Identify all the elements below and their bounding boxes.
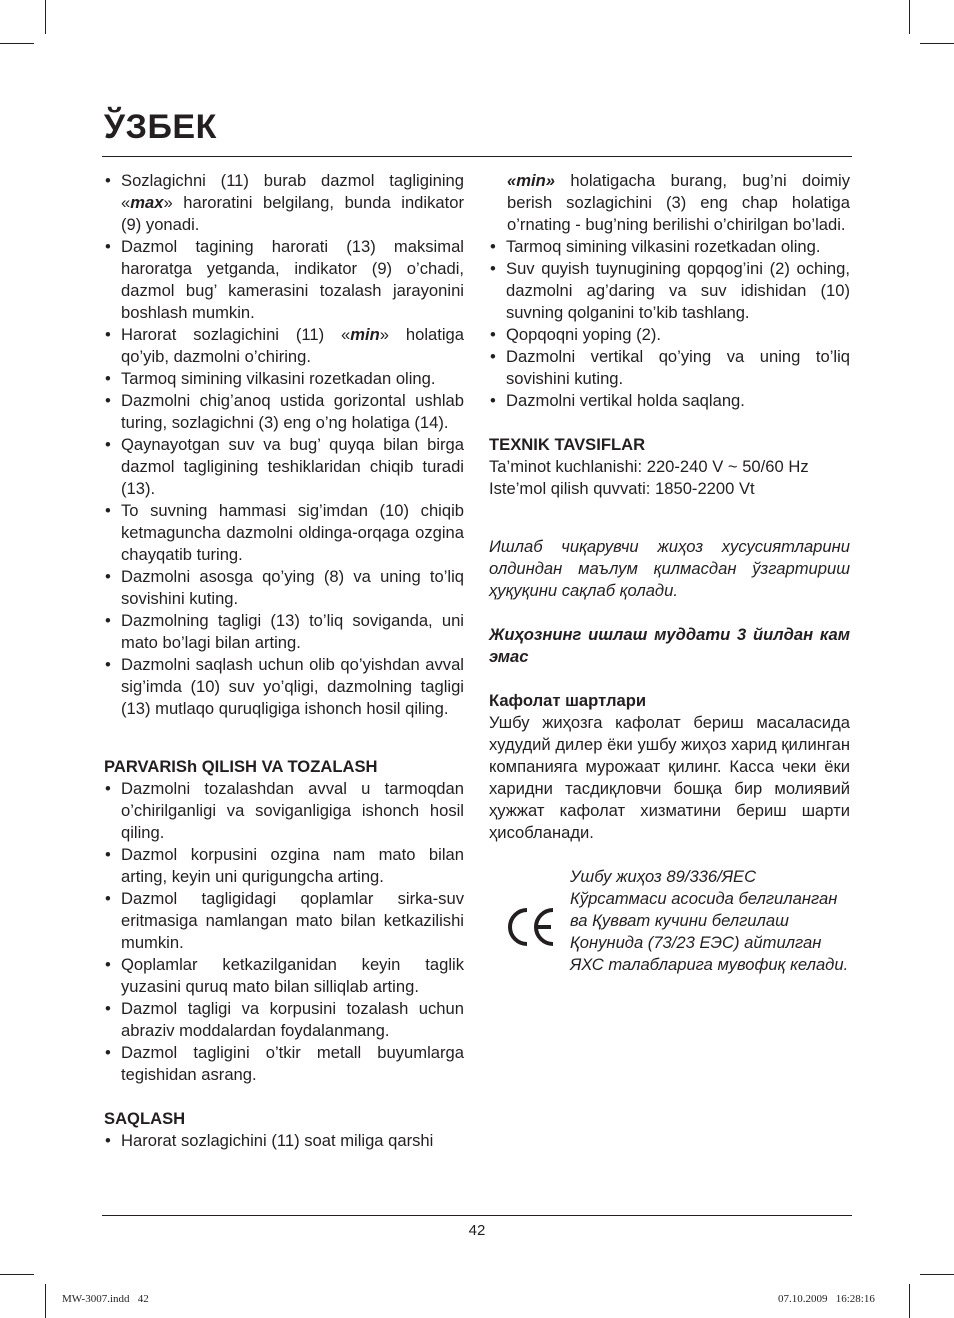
crop-mark bbox=[45, 0, 46, 34]
tech-power: Iste’mol qilish quvvati: 1850-2200 Vt bbox=[489, 479, 755, 498]
list-item: • Dazmol tagligi va korpusini tozalash uchun abraziv moddalardan foydalanmang. bbox=[104, 998, 464, 1042]
item-text: Tarmoq simining vilkasini rozetkadan oling. bbox=[121, 369, 436, 388]
list-item: • Dazmolni tozalashdan avval u tarmoqdan o’chirilganligi va soviganligiga ishonch hosil qiling. bbox=[104, 778, 464, 844]
date-slug: 07.10.2009 16:28:16 bbox=[778, 1293, 875, 1305]
item-text: Dazmolning tagligi (13) to’liq soviganda, uni mato bo’lagi bilan arting. bbox=[121, 611, 464, 652]
list-item: • Suv quyish tuynugining qopqog’ini (2) oching, dazmolni ag’daring va suv idishidan (10) suvning qolganini to’kib tashlang. bbox=[489, 258, 850, 324]
item-text: » haroratini belgilang, bunda indikator (9) yonadi. bbox=[121, 193, 464, 234]
list-item bbox=[104, 368, 464, 390]
list-item: • Dazmol tagligini o’tkir metall buyumlarga tegishidan asrang. bbox=[104, 1042, 464, 1086]
footer-rule bbox=[102, 1215, 852, 1216]
header-rule bbox=[102, 156, 852, 157]
list-item bbox=[104, 236, 464, 324]
crop-mark bbox=[920, 43, 954, 44]
crop-mark bbox=[0, 1274, 34, 1275]
storage-list-continued bbox=[489, 236, 850, 412]
crop-mark bbox=[909, 1284, 910, 1318]
item-emphasis: min bbox=[350, 325, 380, 344]
list-item: • Dazmol korpusini ozgina nam mato bilan arting, keyin uni qurigungcha arting. bbox=[104, 844, 464, 888]
item-text: To suvning hammasi sig’imdan (10) chiqib ketmaguncha dazmolni oldinga-orqaga ozgina chayqatib turing. bbox=[121, 501, 464, 564]
item-text: Qaynayotgan suv va bug’ quyqa bilan birga dazmol tagligining teshiklaridan chiqib turadi (13). bbox=[121, 435, 464, 498]
service-life: Жиҳознинг ишлаш муддати 3 йилдан кам эмас bbox=[489, 625, 850, 666]
left-column bbox=[104, 170, 464, 1152]
min-label: «min» bbox=[507, 171, 555, 190]
ce-section bbox=[489, 866, 850, 998]
list-item bbox=[104, 170, 464, 236]
list-item bbox=[104, 434, 464, 500]
item-text: Harorat sozlagichini (11) « bbox=[121, 325, 351, 344]
list-item bbox=[104, 390, 464, 434]
list-item bbox=[104, 324, 464, 368]
storage-list bbox=[104, 1130, 464, 1152]
usage-list bbox=[104, 170, 464, 720]
list-item: • Tarmoq simining vilkasini rozetkadan oling. bbox=[489, 236, 850, 258]
item-text: » holatiga qo’yib, dazmolni o’chiring. bbox=[121, 325, 464, 366]
item-text: Sozlagichni (11) burab dazmol tagligining « bbox=[121, 171, 464, 212]
list-item bbox=[104, 654, 464, 720]
item-text: Dazmolni asosga qo’ying (8) va uning to’liq sovishini kuting. bbox=[121, 567, 464, 608]
list-item bbox=[104, 566, 464, 610]
list-item: • Dazmolni vertikal holda saqlang. bbox=[489, 390, 850, 412]
warranty-heading: Кафолат шартлари bbox=[489, 691, 647, 710]
continuation-text: holatigacha burang, bug’ni doimiy berish sozlagichini (3) eng chap holatiga o’rnating - bug’ning berilishi o’chirilgan bo’ladi. bbox=[507, 171, 850, 234]
crop-mark bbox=[45, 1284, 46, 1318]
list-item: • Harorat sozlagichini (11) soat miliga qarshi bbox=[104, 1130, 464, 1152]
right-column bbox=[489, 170, 850, 998]
warranty-text: Ушбу жиҳозга кафолат бериш масаласида худудий дилер ёки ушбу жиҳоз харид қилинган компанияга мурожаат қилинг. Касса чеки ёки харидни тасдиқловчи бошқа бир молиявий ҳужжат кафолат хизматини бериш шарти ҳисобланади. bbox=[489, 713, 850, 842]
ce-mark-icon bbox=[505, 906, 557, 948]
list-item bbox=[104, 610, 464, 654]
item-text: Dazmolni saqlash uchun olib qo’yishdan avval sig’imda (10) suv yo’qligi, dazmolning tagligi (13) mutlaqo quruqligiga ishonch hosil qiling. bbox=[121, 655, 464, 718]
tech-heading: TEXNIK TAVSIFLAR bbox=[489, 435, 646, 454]
tech-voltage: Ta’minot kuchlanishi: 220-240 V ~ 50/60 Hz bbox=[489, 457, 809, 476]
care-list bbox=[104, 778, 464, 1086]
ce-compliance-text: Ушбу жиҳоз 89/336/ЯЕС Кўрсатмаси асосида белгиланган ва Қувват кучини белгилаш Қонунида (73/23 ЕЭС) айтилган ЯХС талабларига мувофиқ келади. bbox=[570, 867, 849, 974]
manufacturer-notice: Ишлаб чиқарувчи жиҳоз хусусиятларини олдиндан маълум қилмасдан ўзгартириш ҳуқуқини сақлаб қолади. bbox=[489, 537, 850, 600]
file-slug: MW-3007.indd 42 bbox=[62, 1293, 149, 1305]
page-number: 42 bbox=[468, 1222, 486, 1239]
crop-mark bbox=[909, 0, 910, 34]
crop-mark bbox=[920, 1274, 954, 1275]
list-item: • Dazmol tagligidagi qoplamlar sirka-suv eritmasiga namlangan mato bilan ketkazilishi mumkin. bbox=[104, 888, 464, 954]
care-heading: PARVARISh QILISH VA TOZALASH bbox=[104, 757, 378, 776]
list-item: • Qopqoqni yoping (2). bbox=[489, 324, 850, 346]
crop-mark bbox=[0, 43, 34, 44]
item-emphasis: max bbox=[130, 193, 164, 212]
list-item: • Dazmolni vertikal qo’ying va uning to’liq sovishini kuting. bbox=[489, 346, 850, 390]
page-title: ЎЗБЕК bbox=[104, 108, 217, 146]
item-text: Dazmol tagining harorati (13) maksimal haroratga yetganda, indikator (9) o’chadi, dazmol bug’ kamerasini tozalash jarayonini boshlash mumkin. bbox=[121, 237, 464, 322]
item-text: Dazmolni chig’anoq ustida gorizontal ushlab turing, sozlagichni (3) eng o’ng holatiga (14). bbox=[121, 391, 464, 432]
list-item: • Qoplamlar ketkazilganidan keyin taglik yuzasini quruq mato bilan silliqlab arting. bbox=[104, 954, 464, 998]
storage-heading: SAQLASH bbox=[104, 1109, 186, 1128]
list-item bbox=[104, 500, 464, 566]
storage-continuation bbox=[489, 170, 850, 236]
